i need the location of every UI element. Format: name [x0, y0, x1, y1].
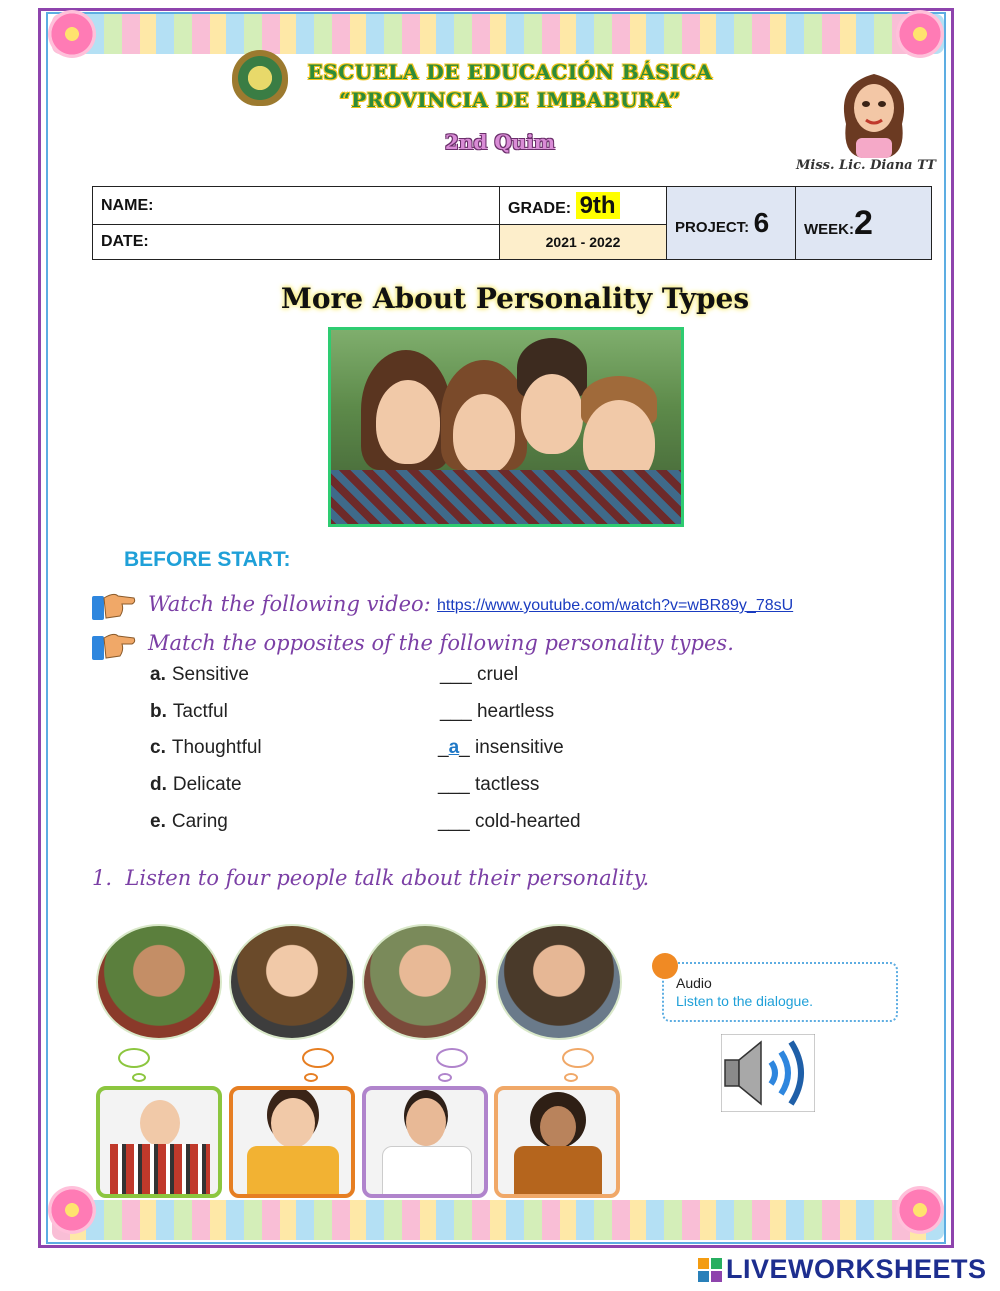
- answer-blank[interactable]: _a_: [438, 737, 470, 758]
- grade-label: GRADE:: [508, 199, 572, 217]
- match-item-right: _a_ insensitive: [438, 737, 564, 758]
- date-label: DATE:: [101, 233, 149, 250]
- liveworksheets-logo-icon: [698, 1258, 722, 1282]
- video-link[interactable]: https://www.youtube.com/watch?v=wBR89y_78sU: [437, 597, 794, 614]
- date-cell[interactable]: [93, 225, 500, 260]
- audio-label: Audio: [676, 975, 712, 991]
- project-label: PROJECT:: [675, 219, 750, 236]
- match-item-right: ___ cruel: [440, 664, 519, 685]
- match-item-right: ___ cold-hearted: [438, 811, 581, 832]
- footer-brand: LIVEWORKSHEETS: [726, 1254, 987, 1284]
- flower-corner-icon: [48, 1186, 96, 1234]
- thought-bubble-icon: [438, 1073, 452, 1082]
- answer-value: a: [448, 737, 460, 758]
- person-photo-1: [96, 924, 222, 1040]
- thought-bubble-icon: [304, 1073, 318, 1082]
- match-item-right: ___ heartless: [440, 701, 555, 722]
- answer-blank[interactable]: ___: [440, 664, 472, 685]
- school-name-line2: “PROVINCIA DE IMBABURA”: [339, 88, 681, 112]
- week-label: WEEK:: [804, 220, 854, 238]
- grade-value: 9th: [576, 192, 620, 219]
- match-item-left: e. Caring: [150, 811, 228, 832]
- match-item-right: ___ tactless: [438, 774, 540, 795]
- match-item-left: b. Tactful: [150, 701, 228, 722]
- match-item-left: d. Delicate: [150, 774, 242, 795]
- before-start-heading: BEFORE START:: [124, 548, 291, 571]
- exercise-1-instruction: 1. Listen to four people talk about their personality.: [92, 866, 650, 890]
- match-instruction: Match the opposites of the following personality types.: [148, 631, 734, 655]
- person-photo-3: [362, 924, 488, 1040]
- student-info-table: [92, 186, 932, 260]
- thought-bubble-icon: [132, 1073, 146, 1082]
- ear-icon: [652, 953, 678, 979]
- person-card-1: [96, 1086, 222, 1198]
- match-item-left: c. Thoughtful: [150, 737, 262, 758]
- person-card-3: [362, 1086, 488, 1198]
- teacher-avatar: [826, 64, 922, 160]
- teacher-signature: Miss. Lic. Diana TT: [796, 158, 936, 173]
- school-year: 2021 - 2022: [500, 225, 667, 260]
- person-card-2: [229, 1086, 355, 1198]
- flower-corner-icon: [48, 10, 96, 58]
- floral-border-top: [52, 14, 944, 54]
- pointing-hand-icon: [90, 586, 136, 626]
- project-cell: [667, 187, 796, 260]
- person-photo-4: [496, 924, 622, 1040]
- floral-border-bottom: [52, 1200, 944, 1240]
- thought-bubble-icon: [302, 1048, 334, 1068]
- speaker-play-icon[interactable]: [721, 1034, 815, 1112]
- school-crest-icon: [232, 50, 288, 106]
- answer-blank[interactable]: ___: [438, 774, 470, 795]
- person-card-4: [494, 1086, 620, 1198]
- name-label: NAME:: [101, 196, 154, 214]
- watch-instruction: Watch the following video:: [148, 592, 431, 616]
- project-value: 6: [753, 207, 770, 238]
- pointing-hand-icon: [90, 626, 136, 666]
- answer-blank[interactable]: ___: [438, 811, 470, 832]
- thought-bubble-icon: [118, 1048, 150, 1068]
- thought-bubble-icon: [562, 1048, 594, 1068]
- week-cell: [796, 187, 932, 260]
- term-label: 2nd Quim: [444, 130, 556, 154]
- name-cell[interactable]: [93, 187, 500, 225]
- flower-corner-icon: [896, 1186, 944, 1234]
- school-name-line1: ESCUELA DE EDUCACIÓN BÁSICA: [307, 60, 713, 84]
- answer-blank[interactable]: ___: [440, 701, 472, 722]
- teens-group-photo: [328, 327, 684, 527]
- page-title: More About Personality Types: [280, 282, 750, 315]
- match-item-left: a. Sensitive: [150, 664, 249, 685]
- thought-bubble-icon: [436, 1048, 468, 1068]
- audio-instruction-box: [662, 962, 898, 1022]
- thought-bubble-icon: [564, 1073, 578, 1082]
- week-value: 2: [854, 203, 873, 242]
- grade-cell: [500, 187, 667, 225]
- audio-hint: Listen to the dialogue.: [676, 993, 813, 1009]
- person-photo-2: [229, 924, 355, 1040]
- flower-corner-icon: [896, 10, 944, 58]
